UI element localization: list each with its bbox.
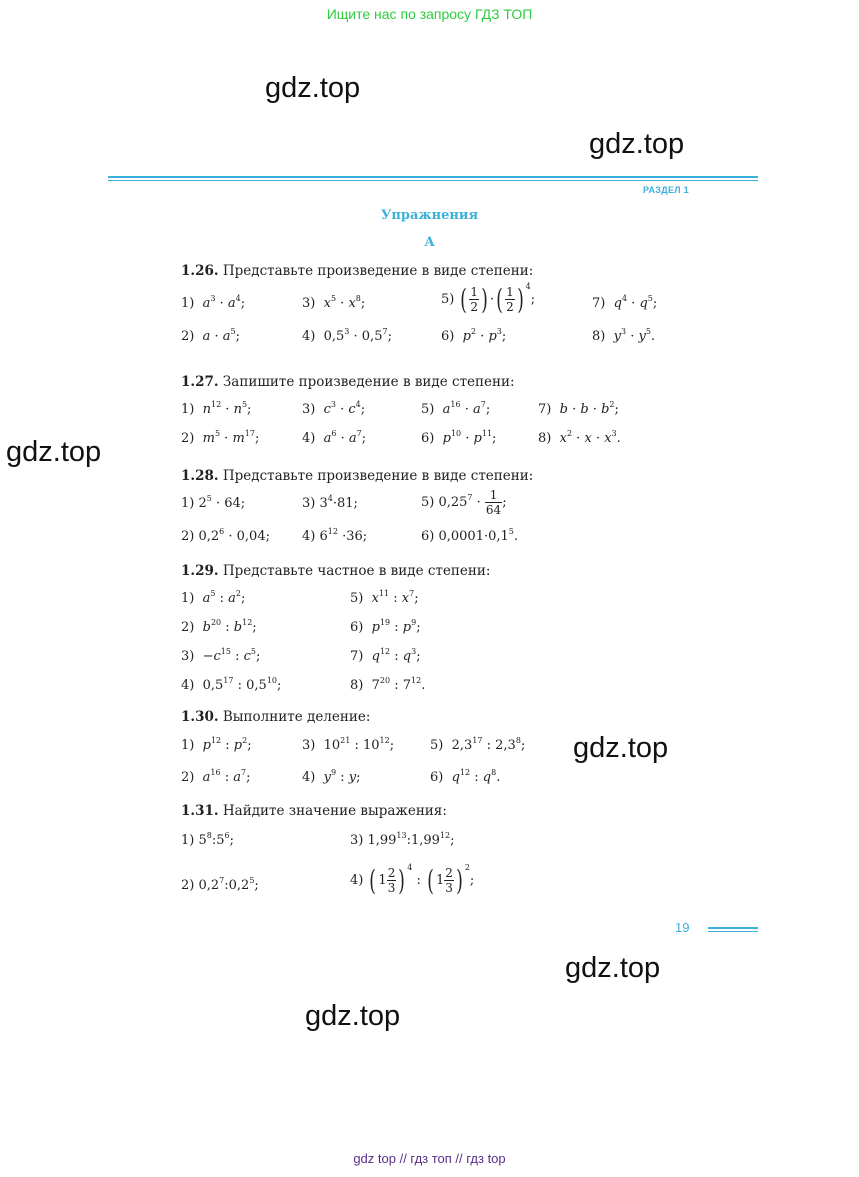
watermark: gdz.top [565, 952, 661, 984]
task-number: 1.26. [181, 263, 219, 279]
task-1-29-item-4: 4) $0,5^{17}$ : $0,5^{10}$; [181, 676, 282, 693]
footer-rule [708, 931, 758, 932]
task-1-30-item-5: 5) $2,3^{17}$ : $2,3^8$; [430, 736, 526, 753]
task-1-30-title [181, 709, 370, 725]
task-1-28-title [181, 468, 533, 484]
task-1-27-item-4: 4) $a^6 \cdot a^7$; [302, 429, 367, 446]
task-1-31-item-2: 2) $0,2^7:0,2^5$; [181, 876, 259, 893]
task-text: Запишите произведение в виде степени: [222, 374, 515, 390]
task-1-27-item-7: 7) $b \cdot b \cdot b^2$; [538, 400, 619, 417]
task-1-26-item-2: 2) $a \cdot a^5$; [181, 327, 241, 344]
task-1-27-item-8: 8) $x^2 \cdot x \cdot x^3$. [538, 429, 621, 446]
task-1-31-item-4: 4) ( 1 $\frac{2}{3}$ ) $^4$ : ( 1 $\frac{2}{3}$ ) $^2$; [350, 863, 475, 897]
task-1-29-item-2: 2) $b^{20}$ : $b^{12}$; [181, 618, 257, 635]
task-1-29-item-7: 7) $q^{12}$ : $q^3$; [350, 647, 421, 664]
watermark: gdz.top [305, 1000, 401, 1032]
task-1-29-item-6: 6) $p^{19}$ : $p^9$; [350, 618, 421, 635]
footer-rule [708, 927, 758, 929]
task-1-28-item-4: 4) $6^{12} \cdot 36$; [302, 527, 368, 544]
task-text: Представьте произведение в виде степени: [222, 468, 534, 484]
task-number: 1.27. [181, 374, 219, 390]
exercises-heading: Упражнения [380, 208, 479, 223]
task-text: Представьте частное в виде степени: [222, 563, 491, 579]
task-1-31-item-1: 1) $5^8:5^6$; [181, 831, 234, 848]
task-1-27-item-6: 6) $p^{10} \cdot p^{11}$; [421, 429, 497, 446]
task-1-27-title [181, 374, 515, 390]
task-1-28-item-2: 2) $0,2^6 \cdot 0,04$; [181, 527, 270, 544]
footer-links[interactable]: gdz top // гдз топ // гдз top [353, 1151, 506, 1166]
task-1-26-item-1: 1) $a^3 \cdot a^4$; [181, 294, 246, 311]
task-1-29-item-5: 5) $x^{11}$ : $x^7$; [350, 589, 419, 606]
task-1-28-item-6: 6) $0,0001\cdot 0,1^5$. [421, 527, 519, 544]
section-label: РАЗДЕЛ 1 [643, 185, 689, 195]
task-1-26-title [181, 263, 533, 279]
task-1-31-title [181, 803, 447, 819]
task-1-27-item-2: 2) $m^5 \cdot m^{17}$; [181, 429, 260, 446]
task-1-28-item-3: 3) $3^4\cdot 81$; [302, 494, 358, 511]
task-1-29-item-8: 8) $7^{20}$ : $7^{12}$. [350, 676, 426, 693]
task-number: 1.31. [181, 803, 219, 819]
task-1-28-item-5: 5) $0,25^7$ · $\frac{1}{64}$ ; [421, 488, 507, 517]
task-1-26-item-4: 4) $0,5^3 \cdot 0,5^7$; [302, 327, 392, 344]
task-1-26-item-8: 8) $y^3 \cdot y^5$. [592, 327, 656, 344]
header-rule [108, 180, 758, 181]
task-number: 1.29. [181, 563, 219, 579]
task-number: 1.30. [181, 709, 219, 725]
task-1-26-item-7: 7) $q^4 \cdot q^5$; [592, 294, 658, 311]
watermark: gdz.top [589, 128, 685, 160]
task-1-31-item-3: 3) 1,99$^{13}$:1,99$^{12}$; [350, 831, 455, 848]
level-heading: A [424, 235, 435, 250]
task-1-26-item-5: 5) ( $\frac{1}{2}$ ) ·( $\frac{1}{2}$ ) $^4$; [441, 282, 536, 316]
task-text: Найдите значение выражения: [222, 803, 447, 819]
header-rule [108, 176, 758, 178]
task-1-27-item-1: 1) $n^{12} \cdot n^5$; [181, 400, 252, 417]
task-1-29-item-3: $3) -c^{15}$ : $c^5$; [181, 647, 261, 664]
task-1-30-item-6: 6) $q^{12}$ : $q^8$. [430, 768, 501, 785]
task-1-26-item-3: 3) $x^5 \cdot x^8$; [302, 294, 366, 311]
task-1-29-title [181, 563, 490, 579]
task-1-28-item-1: 1) $2^5 \cdot 64$; [181, 494, 246, 511]
watermark: gdz.top [6, 436, 102, 468]
top-banner-link[interactable]: Ищите нас по запросу ГДЗ ТОП [326, 6, 533, 22]
watermark: gdz.top [573, 732, 669, 764]
task-number: 1.28. [181, 468, 219, 484]
task-text: Представьте произведение в виде степени: [222, 263, 534, 279]
task-1-30-item-2: 2) $a^{16}$ : $a^7$; [181, 768, 251, 785]
task-1-26-item-6: 6) $p^2 \cdot p^3$; [441, 327, 507, 344]
watermark: gdz.top [265, 72, 361, 104]
task-text: Выполните деление: [222, 709, 371, 725]
task-1-27-item-5: 5) $a^{16} \cdot a^7$; [421, 400, 491, 417]
task-1-29-item-1: 1) $a^5$ : $a^2$; [181, 589, 246, 606]
task-1-30-item-1: 1) $p^{12}$ : $p^2$; [181, 736, 252, 753]
task-1-27-item-3: 3) $c^3 \cdot c^4$; [302, 400, 366, 417]
page-number: 19 [675, 920, 690, 935]
task-1-30-item-4: 4) $y^9$ : y; [302, 768, 361, 785]
task-1-30-item-3: 3) $10^{21}$ : $10^{12}$; [302, 736, 395, 753]
